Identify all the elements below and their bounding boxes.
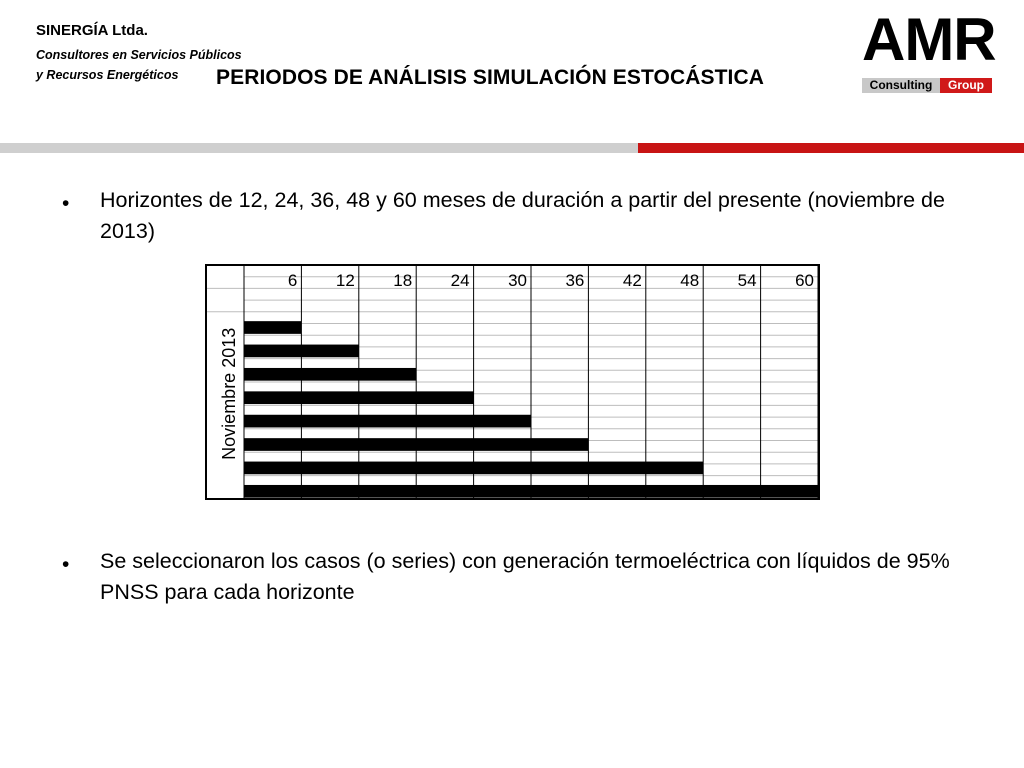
- amr-logo: [862, 6, 998, 96]
- x-tick-label: 60: [795, 271, 814, 290]
- logo-group-text: Group: [940, 78, 992, 93]
- header-band-grey: [0, 143, 638, 153]
- company-tagline-line1: Consultores en Servicios Públicos: [36, 48, 242, 62]
- bar-horizon-60: [244, 485, 818, 498]
- x-tick-label: 48: [680, 271, 700, 290]
- company-name: SINERGÍA Ltda.: [36, 22, 148, 39]
- x-tick-label: 42: [622, 271, 642, 290]
- header-band-red: [638, 143, 1024, 153]
- x-tick-label: 36: [565, 271, 585, 290]
- y-axis-label: Noviembre 2013: [219, 327, 239, 460]
- x-tick-label: 18: [393, 271, 413, 290]
- bullet-text-horizons: Horizontes de 12, 24, 36, 48 y 60 meses de duración a partir del presente (noviembre de 2013): [100, 188, 945, 243]
- x-tick-label: 54: [737, 271, 757, 290]
- x-tick-label: 6: [287, 271, 298, 290]
- bullet-text-cases: Se seleccionaron los casos (o series) con generación termoeléctrica con líquidos de 95% PNSS para cada horizonte: [100, 549, 950, 604]
- bar-horizon-6: [244, 321, 301, 334]
- bar-horizon-18: [244, 368, 416, 381]
- company-tagline-line2: y Recursos Energéticos: [36, 68, 179, 82]
- logo-consulting-text: Consulting: [862, 78, 940, 93]
- x-tick-label: 30: [508, 271, 527, 290]
- x-tick-label: 24: [450, 271, 470, 290]
- logo-amr-text: AMR: [862, 6, 996, 73]
- bar-horizon-48: [244, 462, 703, 475]
- x-tick-label: 12: [335, 271, 355, 290]
- bullet-marker: •: [62, 553, 70, 576]
- bar-horizon-12: [244, 345, 359, 358]
- bar-horizon-30: [244, 415, 531, 428]
- bar-horizon-24: [244, 391, 474, 404]
- bullet-marker: •: [62, 192, 70, 215]
- horizons-chart: [205, 264, 820, 500]
- bar-horizon-36: [244, 438, 588, 451]
- slide-title: PERIODOS DE ANÁLISIS SIMULACIÓN ESTOCÁSTICA: [216, 66, 765, 89]
